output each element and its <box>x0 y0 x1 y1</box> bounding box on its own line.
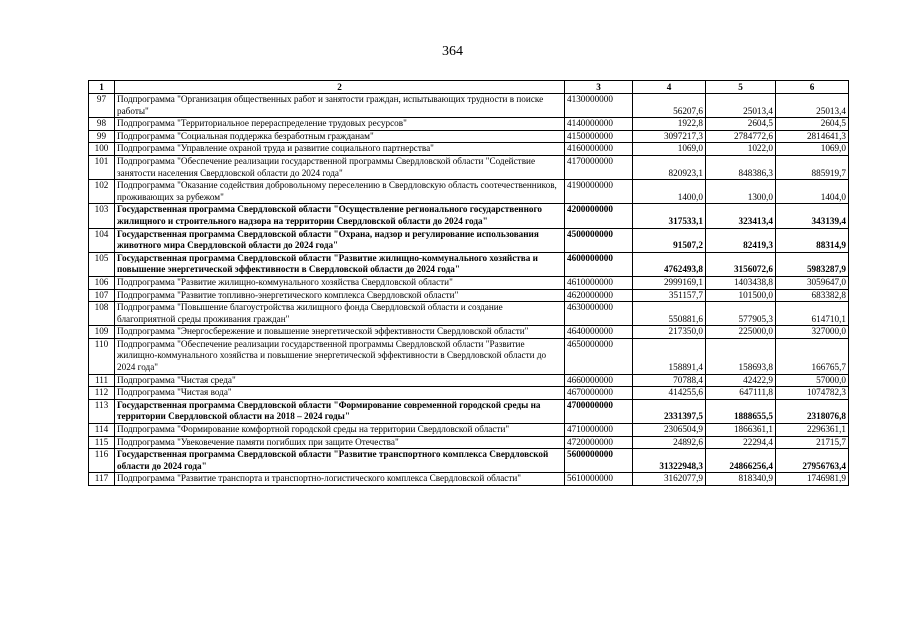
value-6-cell: 1069,0 <box>776 143 849 156</box>
value-5-cell: 1300,0 <box>706 180 776 204</box>
value-4-cell: 2306504,9 <box>633 424 706 437</box>
code-cell: 4130000000 <box>565 94 633 118</box>
value-4-cell: 91507,2 <box>633 228 706 252</box>
row-number-cell: 99 <box>89 130 115 143</box>
table-row <box>89 276 849 289</box>
value-4-cell: 1400,0 <box>633 180 706 204</box>
table-row <box>89 424 849 437</box>
code-cell: 4140000000 <box>565 118 633 131</box>
code-cell: 4720000000 <box>565 436 633 449</box>
code-cell: 4170000000 <box>565 155 633 179</box>
value-4-cell: 56207,6 <box>633 94 706 118</box>
header-cell-value-5: 5 <box>706 81 776 94</box>
value-4-cell: 317533,1 <box>633 204 706 228</box>
value-6-cell: 21715,7 <box>776 436 849 449</box>
code-cell: 4200000000 <box>565 204 633 228</box>
code-cell: 4670000000 <box>565 387 633 400</box>
table-row <box>89 143 849 156</box>
header-row <box>89 81 849 94</box>
value-4-cell: 24892,6 <box>633 436 706 449</box>
value-5-cell: 1403438,8 <box>706 276 776 289</box>
value-5-cell: 3156072,6 <box>706 252 776 276</box>
value-6-cell: 5983287,9 <box>776 252 849 276</box>
code-cell: 4610000000 <box>565 276 633 289</box>
value-4-cell: 3097217,3 <box>633 130 706 143</box>
name-cell: Государственная программа Свердловской области "Осуществление регионального государственного жилищного и строительного надзора на территории Свердловской области до 2024 года" <box>115 204 565 228</box>
value-4-cell: 550881,6 <box>633 302 706 326</box>
code-cell: 4630000000 <box>565 302 633 326</box>
value-6-cell: 2604,5 <box>776 118 849 131</box>
code-cell: 4710000000 <box>565 424 633 437</box>
name-cell: Подпрограмма "Увековечение памяти погибших при защите Отечества" <box>115 436 565 449</box>
name-cell: Подпрограмма "Обеспечение реализации государственной программы Свердловской области "Содействие занятости населения Свердловской области до 2024 года" <box>115 155 565 179</box>
value-5-cell: 22294,4 <box>706 436 776 449</box>
value-5-cell: 24866256,4 <box>706 449 776 473</box>
value-6-cell: 1746981,9 <box>776 473 849 486</box>
value-6-cell: 27956763,4 <box>776 449 849 473</box>
code-cell: 4500000000 <box>565 228 633 252</box>
row-number-cell: 110 <box>89 338 115 374</box>
table-row <box>89 228 849 252</box>
header-cell-row-number: 1 <box>89 81 115 94</box>
row-number-cell: 106 <box>89 276 115 289</box>
value-6-cell: 3059647,0 <box>776 276 849 289</box>
table-row <box>89 252 849 276</box>
value-5-cell: 647111,8 <box>706 387 776 400</box>
value-5-cell: 2784772,6 <box>706 130 776 143</box>
value-5-cell: 848386,3 <box>706 155 776 179</box>
row-number-cell: 111 <box>89 374 115 387</box>
table-row <box>89 326 849 339</box>
value-6-cell: 2318076,8 <box>776 399 849 423</box>
table-row <box>89 130 849 143</box>
table-row <box>89 289 849 302</box>
code-cell: 4190000000 <box>565 180 633 204</box>
value-4-cell: 217350,0 <box>633 326 706 339</box>
value-4-cell: 158891,4 <box>633 338 706 374</box>
row-number-cell: 100 <box>89 143 115 156</box>
table-row <box>89 204 849 228</box>
header-cell-name: 2 <box>115 81 565 94</box>
row-number-cell: 109 <box>89 326 115 339</box>
value-5-cell: 1866361,1 <box>706 424 776 437</box>
value-4-cell: 820923,1 <box>633 155 706 179</box>
value-4-cell: 4762493,8 <box>633 252 706 276</box>
table-row <box>89 473 849 486</box>
name-cell: Подпрограмма "Энергосбережение и повышение энергетической эффективности Свердловской области" <box>115 326 565 339</box>
table-row <box>89 338 849 374</box>
row-number-cell: 103 <box>89 204 115 228</box>
value-6-cell: 25013,4 <box>776 94 849 118</box>
row-number-cell: 97 <box>89 94 115 118</box>
value-5-cell: 25013,4 <box>706 94 776 118</box>
table-row <box>89 399 849 423</box>
name-cell: Подпрограмма "Территориальное перераспределение трудовых ресурсов" <box>115 118 565 131</box>
table-body <box>89 94 849 486</box>
value-4-cell: 2331397,5 <box>633 399 706 423</box>
name-cell: Государственная программа Свердловской области "Развитие жилищно-коммунального хозяйства и повышение энергетической эффективности в Свердловской области до 2024 года" <box>115 252 565 276</box>
value-6-cell: 343139,4 <box>776 204 849 228</box>
table-row <box>89 180 849 204</box>
code-cell: 4700000000 <box>565 399 633 423</box>
name-cell: Подпрограмма "Развитие жилищно-коммунального хозяйства Свердловской области" <box>115 276 565 289</box>
name-cell: Подпрограмма "Развитие топливно-энергетического комплекса Свердловской области" <box>115 289 565 302</box>
table-row <box>89 155 849 179</box>
table-row <box>89 449 849 473</box>
name-cell: Государственная программа Свердловской области "Формирование современной городской среды на территории Свердловской области на 2018 – 2024 годы" <box>115 399 565 423</box>
value-5-cell: 1888655,5 <box>706 399 776 423</box>
name-cell: Подпрограмма "Чистая среда" <box>115 374 565 387</box>
code-cell: 5600000000 <box>565 449 633 473</box>
value-6-cell: 1074782,3 <box>776 387 849 400</box>
value-6-cell: 88314,9 <box>776 228 849 252</box>
value-5-cell: 225000,0 <box>706 326 776 339</box>
value-6-cell: 1404,0 <box>776 180 849 204</box>
code-cell: 4160000000 <box>565 143 633 156</box>
value-6-cell: 2296361,1 <box>776 424 849 437</box>
table-row <box>89 374 849 387</box>
row-number-cell: 104 <box>89 228 115 252</box>
header-cell-value-6: 6 <box>776 81 849 94</box>
row-number-cell: 117 <box>89 473 115 486</box>
value-5-cell: 1022,0 <box>706 143 776 156</box>
table-row <box>89 94 849 118</box>
code-cell: 4640000000 <box>565 326 633 339</box>
name-cell: Подпрограмма "Управление охраной труда и развитие социального партнерства" <box>115 143 565 156</box>
row-number-cell: 102 <box>89 180 115 204</box>
row-number-cell: 115 <box>89 436 115 449</box>
value-5-cell: 577905,3 <box>706 302 776 326</box>
code-cell: 4660000000 <box>565 374 633 387</box>
page-number: 364 <box>442 44 463 59</box>
name-cell: Подпрограмма "Организация общественных работ и занятости граждан, испытывающих трудности в поиске работы" <box>115 94 565 118</box>
name-cell: Подпрограмма "Обеспечение реализации государственной программы Свердловской области "Развитие жилищно-коммунального хозяйства и повышение энергетической эффективности в Свердловской области до 2024 года" <box>115 338 565 374</box>
value-5-cell: 2604,5 <box>706 118 776 131</box>
row-number-cell: 107 <box>89 289 115 302</box>
value-4-cell: 351157,7 <box>633 289 706 302</box>
table-row <box>89 118 849 131</box>
value-5-cell: 42422,9 <box>706 374 776 387</box>
row-number-cell: 101 <box>89 155 115 179</box>
code-cell: 4620000000 <box>565 289 633 302</box>
row-number-cell: 112 <box>89 387 115 400</box>
value-4-cell: 2999169,1 <box>633 276 706 289</box>
value-5-cell: 158693,8 <box>706 338 776 374</box>
value-6-cell: 614710,1 <box>776 302 849 326</box>
value-4-cell: 70788,4 <box>633 374 706 387</box>
budget-table <box>88 80 849 486</box>
value-4-cell: 31322948,3 <box>633 449 706 473</box>
code-cell: 4600000000 <box>565 252 633 276</box>
row-number-cell: 98 <box>89 118 115 131</box>
value-6-cell: 683382,8 <box>776 289 849 302</box>
table-row <box>89 302 849 326</box>
table-row <box>89 387 849 400</box>
name-cell: Подпрограмма "Социальная поддержка безработным гражданам" <box>115 130 565 143</box>
value-6-cell: 2814641,3 <box>776 130 849 143</box>
code-cell: 5610000000 <box>565 473 633 486</box>
name-cell: Подпрограмма "Чистая вода" <box>115 387 565 400</box>
header-cell-value-4: 4 <box>633 81 706 94</box>
name-cell: Подпрограмма "Оказание содействия добровольному переселению в Свердловскую область соотечественников, проживающих за рубежом" <box>115 180 565 204</box>
name-cell: Подпрограмма "Развитие транспорта и транспортно-логистического комплекса Свердловской области" <box>115 473 565 486</box>
value-5-cell: 101500,0 <box>706 289 776 302</box>
value-6-cell: 885919,7 <box>776 155 849 179</box>
value-4-cell: 3162077,9 <box>633 473 706 486</box>
value-4-cell: 1922,8 <box>633 118 706 131</box>
value-5-cell: 818340,9 <box>706 473 776 486</box>
name-cell: Подпрограмма "Формирование комфортной городской среды на территории Свердловской области" <box>115 424 565 437</box>
row-number-cell: 114 <box>89 424 115 437</box>
name-cell: Подпрограмма "Повышение благоустройства жилищного фонда Свердловской области и создание благоприятной среды проживания граждан" <box>115 302 565 326</box>
row-number-cell: 108 <box>89 302 115 326</box>
code-cell: 4150000000 <box>565 130 633 143</box>
row-number-cell: 116 <box>89 449 115 473</box>
value-6-cell: 166765,7 <box>776 338 849 374</box>
row-number-cell: 113 <box>89 399 115 423</box>
value-4-cell: 414255,6 <box>633 387 706 400</box>
header-cell-code: 3 <box>565 81 633 94</box>
row-number-cell: 105 <box>89 252 115 276</box>
code-cell: 4650000000 <box>565 338 633 374</box>
name-cell: Государственная программа Свердловской области "Развитие транспортного комплекса Свердловской области до 2024 года" <box>115 449 565 473</box>
value-4-cell: 1069,0 <box>633 143 706 156</box>
table-row <box>89 436 849 449</box>
value-6-cell: 327000,0 <box>776 326 849 339</box>
value-5-cell: 82419,3 <box>706 228 776 252</box>
value-6-cell: 57000,0 <box>776 374 849 387</box>
name-cell: Государственная программа Свердловской области "Охрана, надзор и регулирование использования животного мира Свердловской области до 2024 года" <box>115 228 565 252</box>
value-5-cell: 323413,4 <box>706 204 776 228</box>
